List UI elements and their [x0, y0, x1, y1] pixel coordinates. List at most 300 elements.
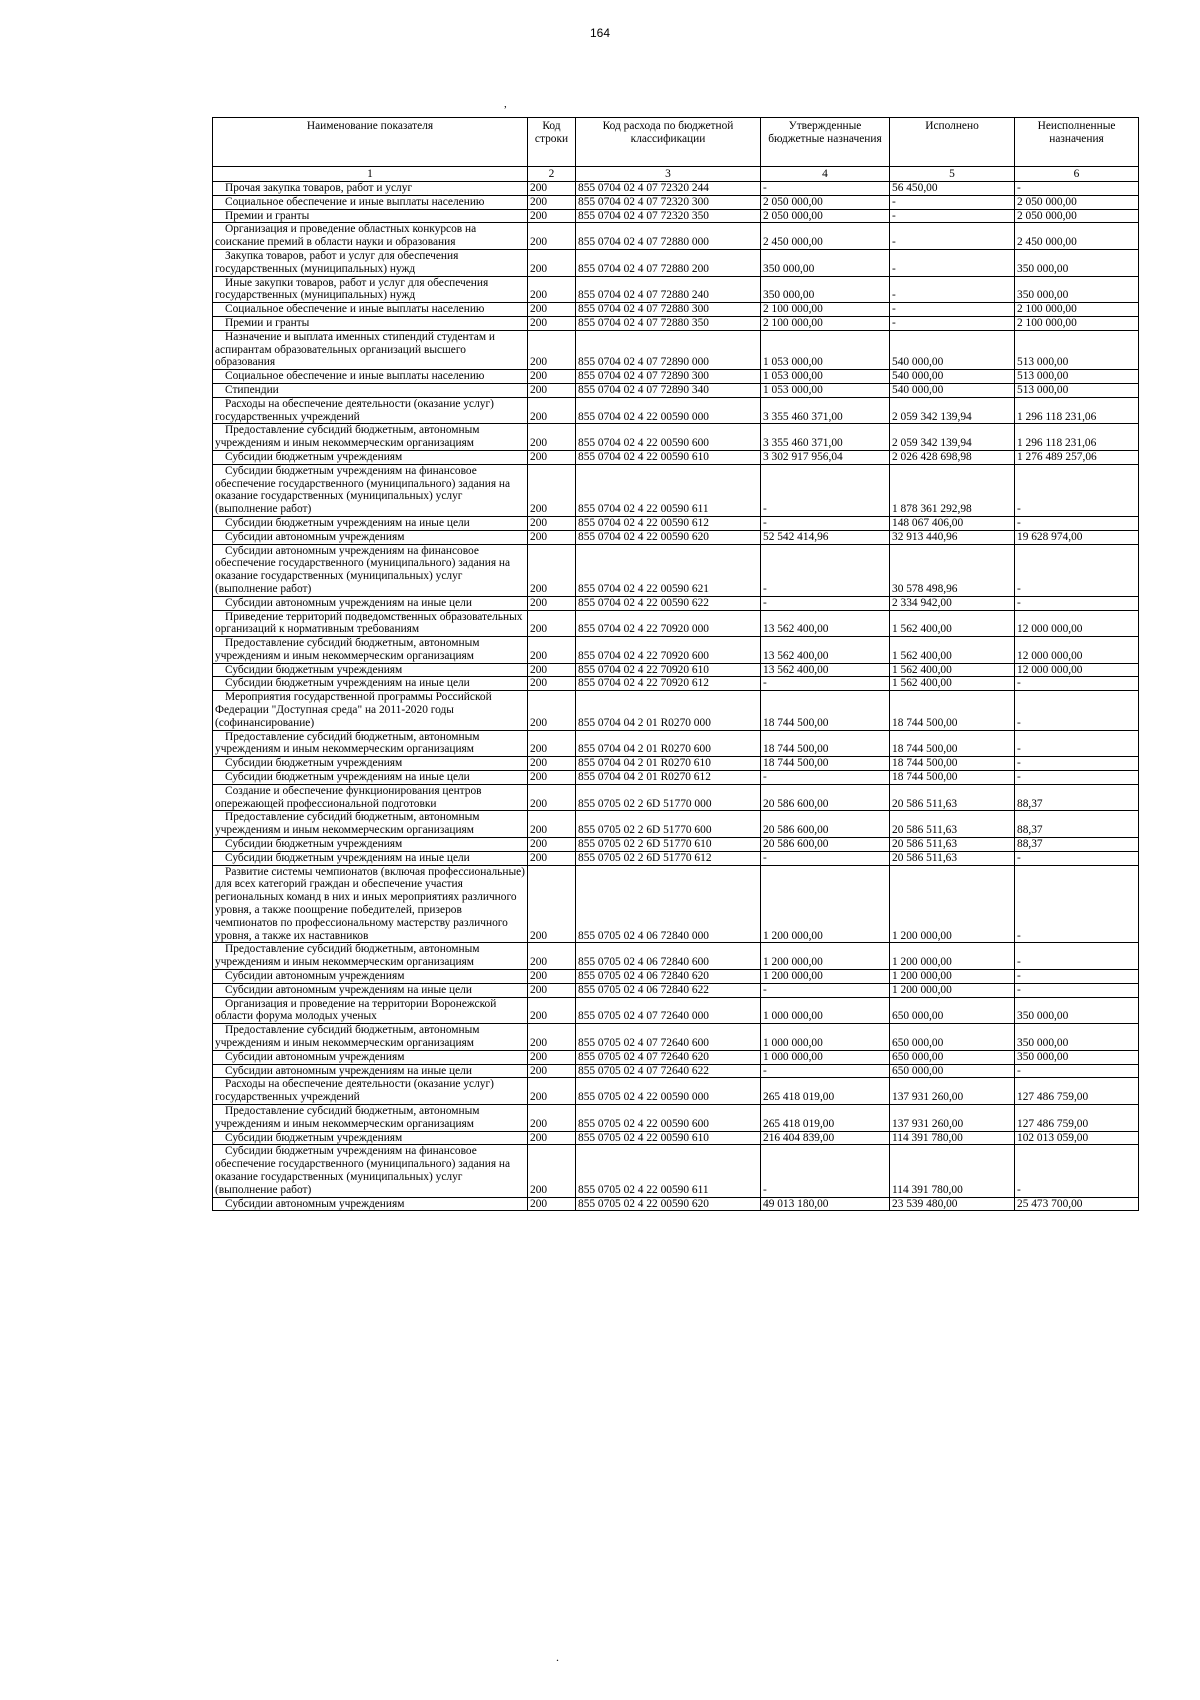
header-expense-code: Код расхода по бюджетной классификации [576, 118, 761, 167]
unexecuted-amount: 12 000 000,00 [1015, 663, 1139, 677]
indicator-name: Предоставление субсидий бюджетным, автономным учреждениям и иным некоммерческим организациям [213, 811, 528, 838]
approved-amount: - [761, 1064, 890, 1078]
expense-code: 855 0705 02 2 6D 51770 612 [576, 851, 761, 865]
indicator-name: Предоставление субсидий бюджетным, автономным учреждениям и иным некоммерческим организациям [213, 943, 528, 970]
expense-code: 855 0704 02 4 07 72890 340 [576, 383, 761, 397]
page-number: 164 [589, 26, 611, 40]
executed-amount: 650 000,00 [890, 997, 1015, 1024]
line-code: 200 [528, 663, 576, 677]
expense-code: 855 0704 02 4 22 00590 612 [576, 516, 761, 530]
unexecuted-amount: 127 486 759,00 [1015, 1104, 1139, 1131]
approved-amount: 1 000 000,00 [761, 1024, 890, 1051]
expense-code: 855 0704 02 4 07 72320 300 [576, 195, 761, 209]
approved-amount: 3 355 460 371,00 [761, 397, 890, 424]
approved-amount: 13 562 400,00 [761, 663, 890, 677]
stray-mark: . [556, 1650, 559, 1664]
line-code: 200 [528, 1145, 576, 1197]
unexecuted-amount: 127 486 759,00 [1015, 1078, 1139, 1105]
unexecuted-amount: 350 000,00 [1015, 997, 1139, 1024]
expense-code: 855 0704 02 4 22 70920 000 [576, 610, 761, 637]
header-approved: Утвержденные бюджетные назначения [761, 118, 890, 167]
column-number: 4 [761, 167, 890, 182]
expense-code: 855 0705 02 4 22 00590 600 [576, 1104, 761, 1131]
indicator-name: Субсидии автономным учреждениям [213, 1197, 528, 1211]
line-code: 200 [528, 970, 576, 984]
header-indicator-name: Наименование показателя [213, 118, 528, 167]
table-row [213, 182, 1139, 196]
line-code: 200 [528, 757, 576, 771]
expense-code: 855 0704 02 4 22 70920 610 [576, 663, 761, 677]
expense-code: 855 0704 04 2 01 R0270 600 [576, 730, 761, 757]
approved-amount: 1 053 000,00 [761, 330, 890, 369]
approved-amount: 20 586 600,00 [761, 784, 890, 811]
indicator-name: Субсидии бюджетным учреждениям на финансовое обеспечение государственного (муниципального) задания на оказание государственных (муниципальных) услуг (выполнение работ) [213, 1145, 528, 1197]
executed-amount: 2 059 342 139,94 [890, 424, 1015, 451]
expense-code: 855 0704 02 4 07 72890 300 [576, 370, 761, 384]
executed-amount: 1 200 000,00 [890, 970, 1015, 984]
header-line-code: Код строки [528, 118, 576, 167]
executed-amount: - [890, 276, 1015, 303]
unexecuted-amount: 19 628 974,00 [1015, 530, 1139, 544]
line-code: 200 [528, 1050, 576, 1064]
indicator-name: Субсидии бюджетным учреждениям [213, 663, 528, 677]
unexecuted-amount: 350 000,00 [1015, 1024, 1139, 1051]
approved-amount: - [761, 544, 890, 596]
table-row [213, 195, 1139, 209]
unexecuted-amount: - [1015, 1145, 1139, 1197]
line-code: 200 [528, 784, 576, 811]
executed-amount: 1 562 400,00 [890, 637, 1015, 664]
table-row [213, 943, 1139, 970]
table-row [213, 691, 1139, 730]
approved-amount: - [761, 983, 890, 997]
table-row [213, 677, 1139, 691]
executed-amount: 1 562 400,00 [890, 677, 1015, 691]
table-row [213, 1078, 1139, 1105]
expense-code: 855 0705 02 4 06 72840 600 [576, 943, 761, 970]
table-row [213, 544, 1139, 596]
table-row [213, 1145, 1139, 1197]
line-code: 200 [528, 397, 576, 424]
expense-code: 855 0705 02 4 07 72640 620 [576, 1050, 761, 1064]
executed-amount: - [890, 303, 1015, 317]
header-executed: Исполнено [890, 118, 1015, 167]
indicator-name: Создание и обеспечение функционирования центров опережающей профессиональной подготовки [213, 784, 528, 811]
line-code: 200 [528, 464, 576, 516]
table-row [213, 811, 1139, 838]
header-unexecuted: Неисполненные назначения [1015, 118, 1139, 167]
line-code: 200 [528, 1064, 576, 1078]
executed-amount: - [890, 223, 1015, 250]
expense-code: 855 0704 02 4 22 00590 600 [576, 424, 761, 451]
indicator-name: Назначение и выплата именных стипендий студентам и аспирантам образовательных организаций высшего образования [213, 330, 528, 369]
line-code: 200 [528, 370, 576, 384]
table-row [213, 530, 1139, 544]
executed-amount: 30 578 498,96 [890, 544, 1015, 596]
executed-amount: 2 334 942,00 [890, 596, 1015, 610]
approved-amount: 2 050 000,00 [761, 195, 890, 209]
expense-code: 855 0704 02 4 07 72880 000 [576, 223, 761, 250]
table-row [213, 397, 1139, 424]
executed-amount: 114 391 780,00 [890, 1145, 1015, 1197]
column-number: 2 [528, 167, 576, 182]
indicator-name: Социальное обеспечение и иные выплаты населению [213, 370, 528, 384]
unexecuted-amount: 88,37 [1015, 811, 1139, 838]
table-row [213, 1197, 1139, 1211]
unexecuted-amount: - [1015, 691, 1139, 730]
indicator-name: Премии и гранты [213, 209, 528, 223]
expense-code: 855 0704 04 2 01 R0270 610 [576, 757, 761, 771]
table-row [213, 249, 1139, 276]
unexecuted-amount: 513 000,00 [1015, 330, 1139, 369]
line-code: 200 [528, 424, 576, 451]
expense-code: 855 0705 02 4 06 72840 000 [576, 865, 761, 943]
executed-amount: 540 000,00 [890, 370, 1015, 384]
column-number-row [213, 167, 1139, 182]
table-row [213, 1050, 1139, 1064]
executed-amount: 540 000,00 [890, 383, 1015, 397]
indicator-name: Предоставление субсидий бюджетным, автономным учреждениям и иным некоммерческим организациям [213, 424, 528, 451]
executed-amount: 20 586 511,63 [890, 838, 1015, 852]
table-row [213, 370, 1139, 384]
expense-code: 855 0704 04 2 01 R0270 612 [576, 771, 761, 785]
executed-amount: - [890, 316, 1015, 330]
table-row [213, 303, 1139, 317]
unexecuted-amount: 1 276 489 257,06 [1015, 450, 1139, 464]
expense-code: 855 0704 02 4 07 72880 300 [576, 303, 761, 317]
indicator-name: Расходы на обеспечение деятельности (оказание услуг) государственных учреждений [213, 1078, 528, 1105]
approved-amount: 350 000,00 [761, 276, 890, 303]
line-code: 200 [528, 610, 576, 637]
approved-amount: 49 013 180,00 [761, 1197, 890, 1211]
executed-amount: 20 586 511,63 [890, 811, 1015, 838]
unexecuted-amount: - [1015, 516, 1139, 530]
table-row [213, 757, 1139, 771]
executed-amount: 18 744 500,00 [890, 757, 1015, 771]
indicator-name: Мероприятия государственной программы Российской Федерации "Доступная среда" на 2011-2020 годы (софинансирование) [213, 691, 528, 730]
unexecuted-amount: - [1015, 757, 1139, 771]
table-row [213, 424, 1139, 451]
indicator-name: Субсидии бюджетным учреждениям на иные цели [213, 516, 528, 530]
indicator-name: Субсидии автономным учреждениям [213, 530, 528, 544]
indicator-name: Премии и гранты [213, 316, 528, 330]
indicator-name: Развитие системы чемпионатов (включая профессиональные) для всех категорий граждан и обеспечение участия региональных команд в них и иных мероприятиях различного уровня, а также поощрение победителей, призеров чемпионатов по профессиональному мастерству различного уровня, а также их наставников [213, 865, 528, 943]
table-row [213, 464, 1139, 516]
table-row [213, 851, 1139, 865]
unexecuted-amount: - [1015, 865, 1139, 943]
table-row [213, 663, 1139, 677]
line-code: 200 [528, 997, 576, 1024]
table-row [213, 730, 1139, 757]
unexecuted-amount: 2 050 000,00 [1015, 209, 1139, 223]
executed-amount: 2 059 342 139,94 [890, 397, 1015, 424]
expense-code: 855 0704 02 4 22 00590 622 [576, 596, 761, 610]
indicator-name: Субсидии бюджетным учреждениям [213, 757, 528, 771]
executed-amount: 137 931 260,00 [890, 1078, 1015, 1105]
approved-amount: 216 404 839,00 [761, 1131, 890, 1145]
executed-amount: 18 744 500,00 [890, 691, 1015, 730]
table-row [213, 784, 1139, 811]
indicator-name: Предоставление субсидий бюджетным, автономным учреждениям и иным некоммерческим организациям [213, 1104, 528, 1131]
line-code: 200 [528, 182, 576, 196]
indicator-name: Субсидии автономным учреждениям на иные цели [213, 983, 528, 997]
table-header-row [213, 118, 1139, 167]
indicator-name: Субсидии бюджетным учреждениям [213, 450, 528, 464]
indicator-name: Предоставление субсидий бюджетным, автономным учреждениям и иным некоммерческим организациям [213, 730, 528, 757]
indicator-name: Социальное обеспечение и иные выплаты населению [213, 303, 528, 317]
approved-amount: 2 100 000,00 [761, 303, 890, 317]
table-row [213, 865, 1139, 943]
approved-amount: - [761, 182, 890, 196]
unexecuted-amount: 2 050 000,00 [1015, 195, 1139, 209]
line-code: 200 [528, 316, 576, 330]
approved-amount: 1 053 000,00 [761, 370, 890, 384]
executed-amount: 114 391 780,00 [890, 1131, 1015, 1145]
executed-amount: - [890, 249, 1015, 276]
line-code: 200 [528, 1078, 576, 1105]
unexecuted-amount: 1 296 118 231,06 [1015, 397, 1139, 424]
unexecuted-amount: 2 100 000,00 [1015, 316, 1139, 330]
column-number: 1 [213, 167, 528, 182]
executed-amount: 1 878 361 292,98 [890, 464, 1015, 516]
line-code: 200 [528, 1131, 576, 1145]
unexecuted-amount: 513 000,00 [1015, 383, 1139, 397]
expense-code: 855 0705 02 4 22 00590 000 [576, 1078, 761, 1105]
line-code: 200 [528, 838, 576, 852]
table-row [213, 209, 1139, 223]
unexecuted-amount: - [1015, 464, 1139, 516]
executed-amount: 137 931 260,00 [890, 1104, 1015, 1131]
approved-amount: 13 562 400,00 [761, 610, 890, 637]
approved-amount: 1 053 000,00 [761, 383, 890, 397]
table-row [213, 983, 1139, 997]
line-code: 200 [528, 383, 576, 397]
approved-amount: 13 562 400,00 [761, 637, 890, 664]
executed-amount: 1 562 400,00 [890, 610, 1015, 637]
line-code: 200 [528, 223, 576, 250]
line-code: 200 [528, 691, 576, 730]
line-code: 200 [528, 249, 576, 276]
expense-code: 855 0704 02 4 22 00590 000 [576, 397, 761, 424]
indicator-name: Прочая закупка товаров, работ и услуг [213, 182, 528, 196]
table-row [213, 316, 1139, 330]
line-code: 200 [528, 1104, 576, 1131]
expense-code: 855 0704 02 4 22 00590 621 [576, 544, 761, 596]
unexecuted-amount: - [1015, 596, 1139, 610]
column-number: 6 [1015, 167, 1139, 182]
expense-code: 855 0705 02 4 22 00590 620 [576, 1197, 761, 1211]
approved-amount: 18 744 500,00 [761, 730, 890, 757]
indicator-name: Субсидии автономным учреждениям [213, 970, 528, 984]
line-code: 200 [528, 677, 576, 691]
column-number: 5 [890, 167, 1015, 182]
approved-amount: 265 418 019,00 [761, 1104, 890, 1131]
unexecuted-amount: 88,37 [1015, 784, 1139, 811]
unexecuted-amount: 2 100 000,00 [1015, 303, 1139, 317]
indicator-name: Субсидии автономным учреждениям [213, 1050, 528, 1064]
indicator-name: Субсидии автономным учреждениям на иные цели [213, 596, 528, 610]
indicator-name: Закупка товаров, работ и услуг для обеспечения государственных (муниципальных) нужд [213, 249, 528, 276]
approved-amount: 18 744 500,00 [761, 757, 890, 771]
unexecuted-amount: 350 000,00 [1015, 1050, 1139, 1064]
approved-amount: 18 744 500,00 [761, 691, 890, 730]
expense-code: 855 0705 02 4 22 00590 611 [576, 1145, 761, 1197]
executed-amount: 540 000,00 [890, 330, 1015, 369]
approved-amount: 2 050 000,00 [761, 209, 890, 223]
expense-code: 855 0705 02 2 6D 51770 000 [576, 784, 761, 811]
table-row [213, 997, 1139, 1024]
line-code: 200 [528, 544, 576, 596]
executed-amount: 1 200 000,00 [890, 943, 1015, 970]
line-code: 200 [528, 276, 576, 303]
approved-amount: - [761, 464, 890, 516]
indicator-name: Иные закупки товаров, работ и услуг для обеспечения государственных (муниципальных) нужд [213, 276, 528, 303]
table-row [213, 838, 1139, 852]
line-code: 200 [528, 195, 576, 209]
indicator-name: Субсидии бюджетным учреждениям на иные цели [213, 677, 528, 691]
unexecuted-amount: 12 000 000,00 [1015, 610, 1139, 637]
expense-code: 855 0704 04 2 01 R0270 000 [576, 691, 761, 730]
executed-amount: - [890, 209, 1015, 223]
table-row [213, 970, 1139, 984]
expense-code: 855 0705 02 4 07 72640 622 [576, 1064, 761, 1078]
column-number: 3 [576, 167, 761, 182]
approved-amount: - [761, 771, 890, 785]
executed-amount: 1 562 400,00 [890, 663, 1015, 677]
table-row [213, 223, 1139, 250]
approved-amount: 52 542 414,96 [761, 530, 890, 544]
approved-amount: 1 000 000,00 [761, 1050, 890, 1064]
table-row [213, 450, 1139, 464]
approved-amount: 20 586 600,00 [761, 838, 890, 852]
approved-amount: 1 200 000,00 [761, 865, 890, 943]
table-row [213, 1131, 1139, 1145]
approved-amount: 1 200 000,00 [761, 970, 890, 984]
table-row [213, 276, 1139, 303]
executed-amount: 20 586 511,63 [890, 784, 1015, 811]
indicator-name: Субсидии бюджетным учреждениям на финансовое обеспечение государственного (муниципального) задания на оказание государственных (муниципальных) услуг (выполнение работ) [213, 464, 528, 516]
approved-amount: 265 418 019,00 [761, 1078, 890, 1105]
executed-amount: 650 000,00 [890, 1050, 1015, 1064]
unexecuted-amount: - [1015, 851, 1139, 865]
approved-amount: - [761, 1145, 890, 1197]
approved-amount: 2 100 000,00 [761, 316, 890, 330]
unexecuted-amount: - [1015, 182, 1139, 196]
expense-code: 855 0705 02 2 6D 51770 600 [576, 811, 761, 838]
line-code: 200 [528, 851, 576, 865]
line-code: 200 [528, 596, 576, 610]
approved-amount: 1 000 000,00 [761, 997, 890, 1024]
approved-amount: - [761, 677, 890, 691]
unexecuted-amount: 25 473 700,00 [1015, 1197, 1139, 1211]
indicator-name: Субсидии бюджетным учреждениям [213, 1131, 528, 1145]
expense-code: 855 0705 02 4 07 72640 600 [576, 1024, 761, 1051]
executed-amount: 148 067 406,00 [890, 516, 1015, 530]
unexecuted-amount: 513 000,00 [1015, 370, 1139, 384]
table-row [213, 771, 1139, 785]
executed-amount: 18 744 500,00 [890, 730, 1015, 757]
line-code: 200 [528, 530, 576, 544]
indicator-name: Субсидии автономным учреждениям на иные цели [213, 1064, 528, 1078]
expense-code: 855 0704 02 4 22 00590 610 [576, 450, 761, 464]
line-code: 200 [528, 330, 576, 369]
executed-amount: 1 200 000,00 [890, 983, 1015, 997]
approved-amount: - [761, 516, 890, 530]
table-row [213, 596, 1139, 610]
stray-mark: , [504, 98, 507, 110]
expense-code: 855 0704 02 4 07 72880 200 [576, 249, 761, 276]
table-row [213, 516, 1139, 530]
unexecuted-amount: 2 450 000,00 [1015, 223, 1139, 250]
line-code: 200 [528, 637, 576, 664]
unexecuted-amount: 1 296 118 231,06 [1015, 424, 1139, 451]
table-row [213, 383, 1139, 397]
expense-code: 855 0705 02 2 6D 51770 610 [576, 838, 761, 852]
unexecuted-amount: 350 000,00 [1015, 249, 1139, 276]
executed-amount: - [890, 195, 1015, 209]
indicator-name: Предоставление субсидий бюджетным, автономным учреждениям и иным некоммерческим организациям [213, 637, 528, 664]
approved-amount: 2 450 000,00 [761, 223, 890, 250]
line-code: 200 [528, 1197, 576, 1211]
indicator-name: Субсидии бюджетным учреждениям на иные цели [213, 851, 528, 865]
line-code: 200 [528, 811, 576, 838]
approved-amount: - [761, 596, 890, 610]
unexecuted-amount: 102 013 059,00 [1015, 1131, 1139, 1145]
executed-amount: 2 026 428 698,98 [890, 450, 1015, 464]
expense-code: 855 0705 02 4 07 72640 000 [576, 997, 761, 1024]
unexecuted-amount: - [1015, 677, 1139, 691]
expense-code: 855 0704 02 4 07 72880 240 [576, 276, 761, 303]
indicator-name: Расходы на обеспечение деятельности (оказание услуг) государственных учреждений [213, 397, 528, 424]
executed-amount: 20 586 511,63 [890, 851, 1015, 865]
expense-code: 855 0704 02 4 22 00590 611 [576, 464, 761, 516]
executed-amount: 650 000,00 [890, 1064, 1015, 1078]
line-code: 200 [528, 209, 576, 223]
expense-code: 855 0704 02 4 22 70920 612 [576, 677, 761, 691]
table-body [213, 182, 1139, 1211]
unexecuted-amount: - [1015, 1064, 1139, 1078]
line-code: 200 [528, 771, 576, 785]
table-row [213, 1104, 1139, 1131]
approved-amount: - [761, 851, 890, 865]
unexecuted-amount: - [1015, 983, 1139, 997]
approved-amount: 350 000,00 [761, 249, 890, 276]
line-code: 200 [528, 983, 576, 997]
approved-amount: 20 586 600,00 [761, 811, 890, 838]
indicator-name: Субсидии бюджетным учреждениям [213, 838, 528, 852]
line-code: 200 [528, 516, 576, 530]
expense-code: 855 0704 02 4 22 70920 600 [576, 637, 761, 664]
indicator-name: Организация и проведение областных конкурсов на соискание премий в области науки и образования [213, 223, 528, 250]
line-code: 200 [528, 450, 576, 464]
indicator-name: Приведение территорий подведомственных образовательных организаций к нормативным требованиям [213, 610, 528, 637]
line-code: 200 [528, 730, 576, 757]
executed-amount: 650 000,00 [890, 1024, 1015, 1051]
table-row [213, 610, 1139, 637]
unexecuted-amount: 12 000 000,00 [1015, 637, 1139, 664]
line-code: 200 [528, 1024, 576, 1051]
expense-code: 855 0704 02 4 07 72890 000 [576, 330, 761, 369]
unexecuted-amount: 88,37 [1015, 838, 1139, 852]
unexecuted-amount: 350 000,00 [1015, 276, 1139, 303]
expense-code: 855 0705 02 4 06 72840 620 [576, 970, 761, 984]
line-code: 200 [528, 943, 576, 970]
expense-code: 855 0704 02 4 07 72880 350 [576, 316, 761, 330]
line-code: 200 [528, 865, 576, 943]
indicator-name: Стипендии [213, 383, 528, 397]
indicator-name: Социальное обеспечение и иные выплаты населению [213, 195, 528, 209]
expense-code: 855 0704 02 4 22 00590 620 [576, 530, 761, 544]
